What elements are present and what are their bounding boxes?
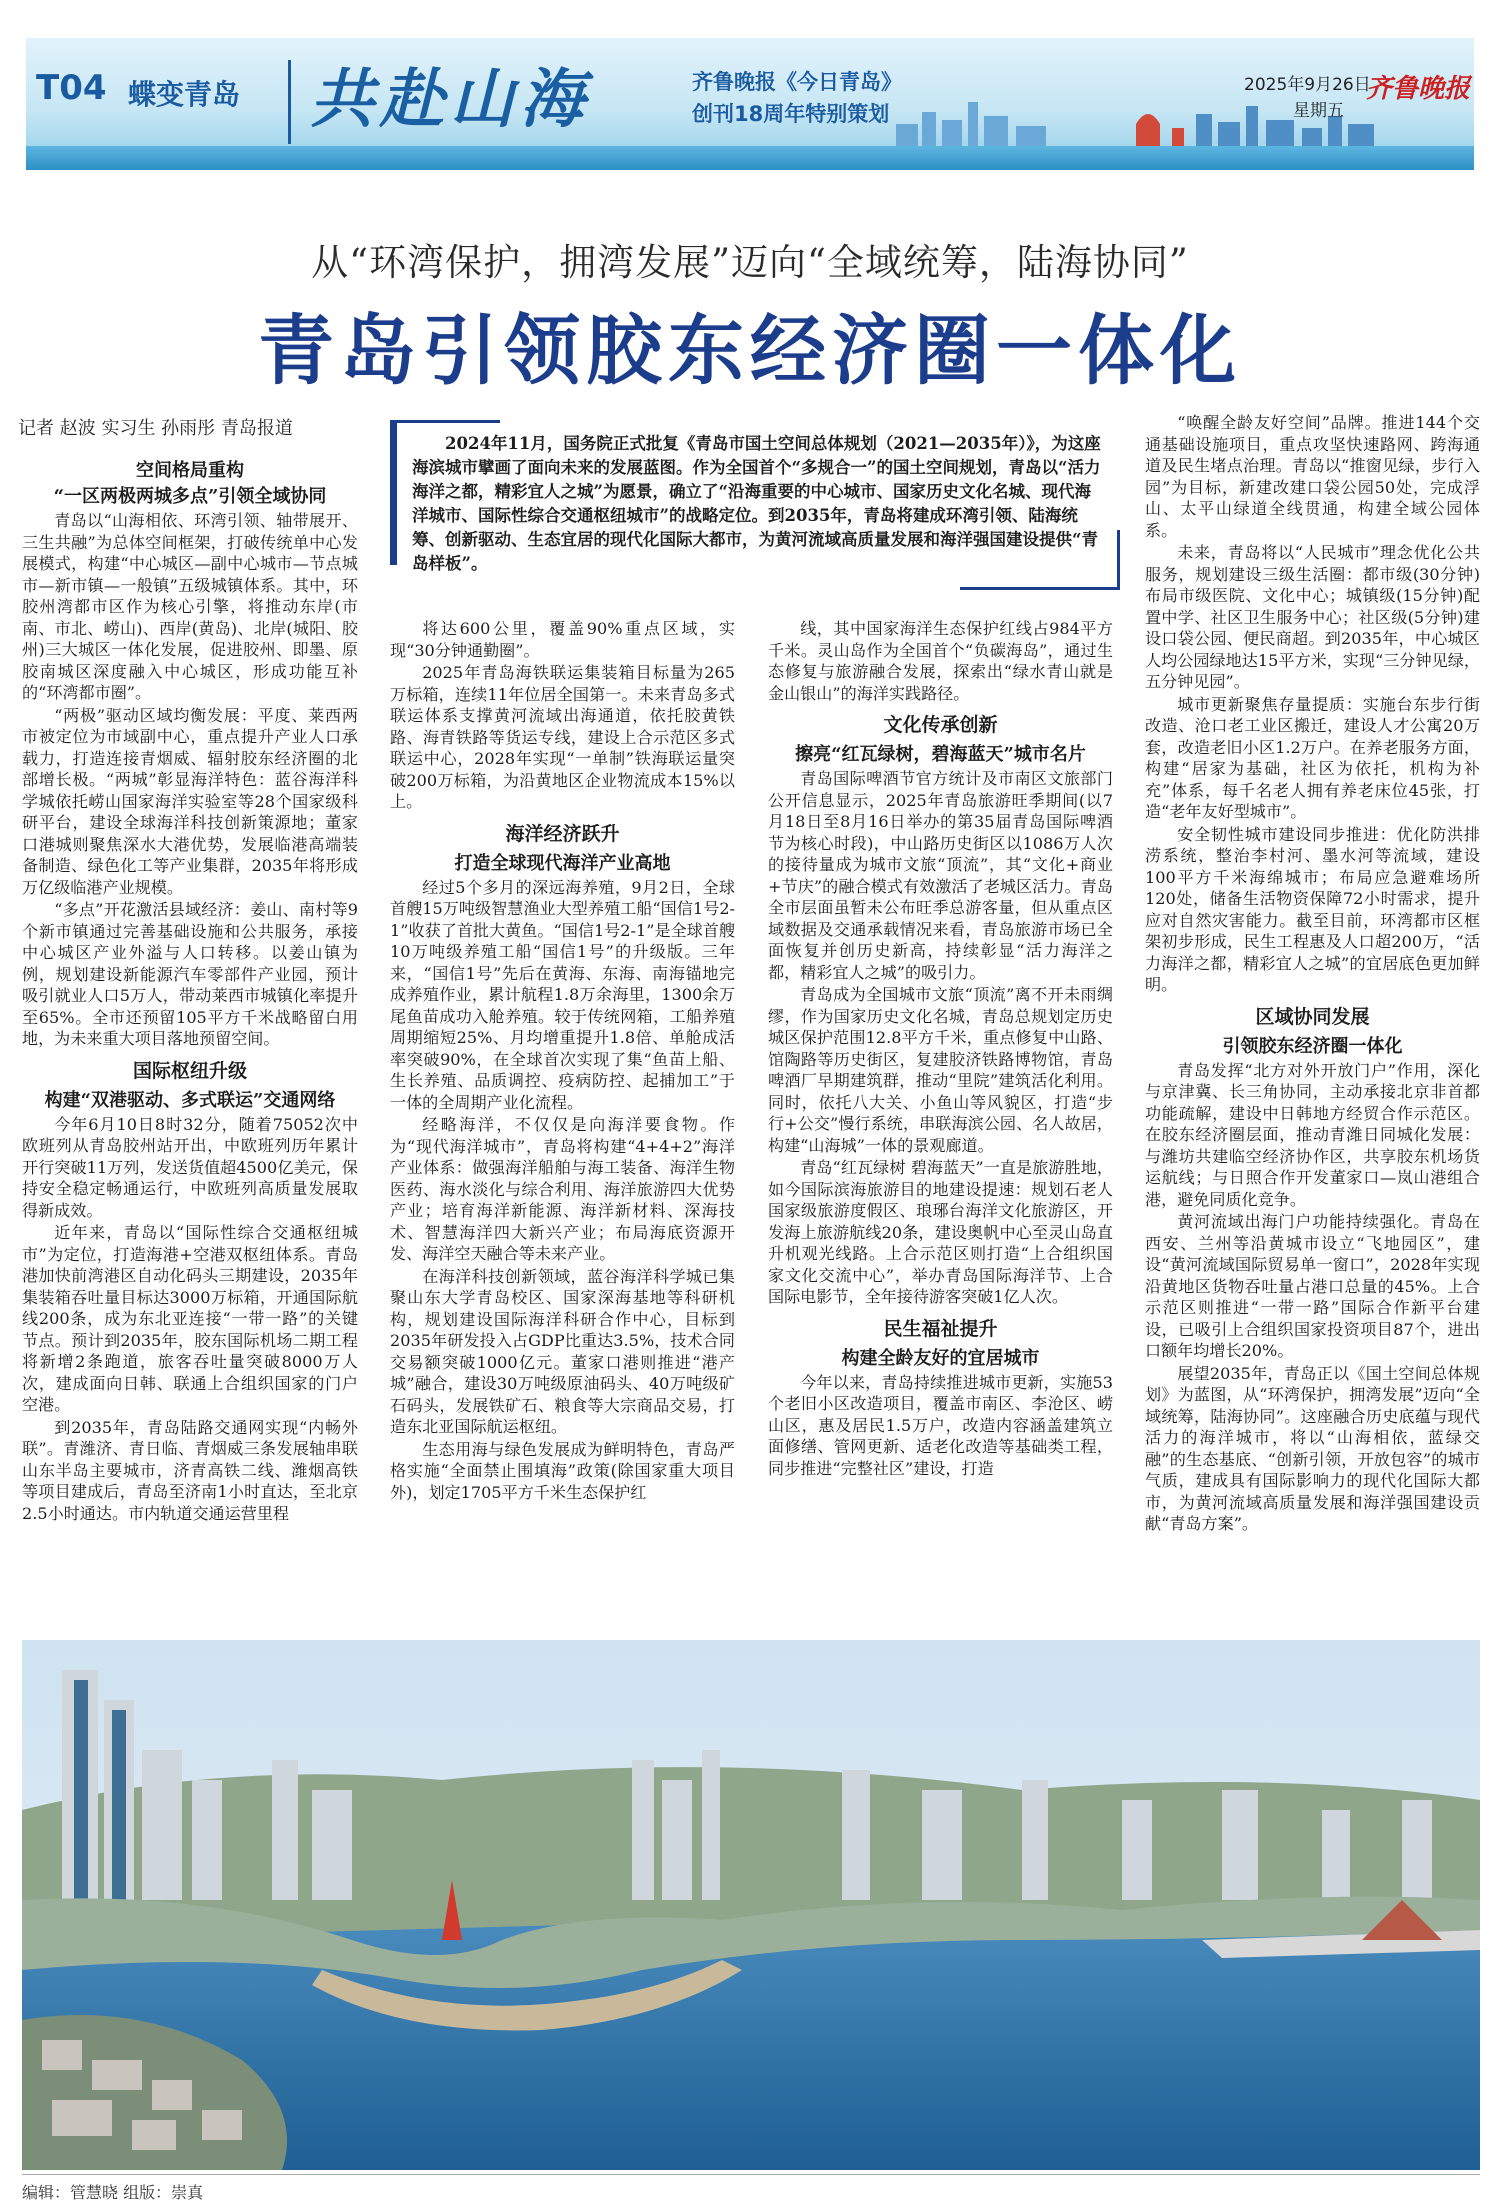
issue-date: 2025年9月26日: [1244, 75, 1371, 95]
page-number: T04: [36, 68, 107, 108]
section-heading: 海洋经济跃升: [505, 822, 620, 845]
article-column-4: [1145, 412, 1480, 1630]
paragraph: 将达600公里，覆盖90%重点区域，实现“30分钟通勤圈”。: [390, 619, 735, 660]
paragraph: 青岛以“山海相依、环湾引领、轴带展开、三生共融”为总体空间框架，打破传统单中心发展模式，构建“中心城区—副中心城市—节点城市—新市镇—一般镇”五级城镇体系。其中，环胶州湾都市区作为核心引擎，将推动东岸(市南、市北、崂山)、西岸(黄岛)、北岸(城阳、胶州)三大城区一体化发展，促进胶州、即墨、原胶南城区深度融入中心城区，形成功能互补的“环湾都市圈”。: [22, 511, 358, 702]
section-subheading: 擦亮“红瓦绿树，碧海蓝天”城市名片: [795, 744, 1086, 765]
section-subheading: 构建“双港驱动、多式联运”交通网络: [44, 1089, 336, 1111]
section-subheading: 打造全球现代海洋产业高地: [454, 852, 671, 874]
intro-box-topline: [390, 420, 500, 423]
bay-photo-illustration: [22, 1640, 1480, 2170]
section-subheading: 引领胶东经济圈一体化: [1222, 1035, 1403, 1057]
paragraph: 2025年青岛海铁联运集装箱目标量为265万标箱，连续11年位居全国第一。未来青岛多式联运体系支撑黄河流域出海通道，依托胶黄铁路、海青铁路等货运专线，建设上合示范区多式联运中心，2028年实现“一单制”铁海联运量突破200万标箱，为沿黄地区企业物流成本15%以上。: [390, 663, 735, 811]
paragraph: 经略海洋，不仅仅是向海洋要食物。作为“现代海洋城市”，青岛将构建“4+4+2”海洋产业体系：做强海洋船舶与海工装备、海洋生物医药、海水淡化与综合利用、海洋旅游四大优势产业；培育海洋新能源、海洋新材料、深海技术、智慧海洋四大新兴产业；布局海底资源开发、海洋空天融合等未来产业。: [390, 1115, 735, 1263]
newspaper-logo: 齐鲁晚报: [1366, 74, 1471, 104]
section-name: 蝶变青岛: [128, 78, 241, 111]
paragraph: 安全韧性城市建设同步推进：优化防洪排涝系统，整治李村河、墨水河等流域，建设100平方千米海绵城市；布局应急避难场所120处，储备生活物资保障72小时需求，提升应对自然灾害能力。截至目前，环湾都市区框架初步形成，民生工程惠及人口超200万，“活力海洋之都，精彩宜人之城”的宜居底色更加鲜明。: [1145, 824, 1480, 994]
section-subheading: “一区两极两城多点”引领全域协同: [53, 486, 327, 507]
paragraph: 青岛发挥“北方对外开放门户”作用，深化与京津冀、长三角协同，主动承接北京非首都功能疏解，建设中日韩地方经贸合作示范区。在胶东经济圈层面，推动青潍日同城化发展：与潍坊共建临空经济协作区，共享胶东机场货运航线；与日照合作开发董家口—岚山港组合港，避免同质化竞争。: [1145, 1060, 1480, 1209]
article-column-2: [390, 618, 735, 1630]
paragraph: 未来，青岛将以“人民城市”理念优化公共服务，规划建设三级生活圈：都市级(30分钟)布局市级医院、文化中心；城镇级(15分钟)配置中学、社区卫生服务中心；社区级(5分钟)建设口袋公园、便民商超。到2035年，中心城区人均公园绿地达15平方米，实现“三分钟见绿，五分钟见园”。: [1145, 543, 1480, 691]
article-column-3: [768, 618, 1113, 1630]
anniversary-slogan: 创刊18周年特别策划: [692, 102, 890, 126]
section-heading: 国际枢纽升级: [132, 1059, 247, 1082]
paragraph: 到2035年，青岛陆路交通网实现“内畅外联”。青潍济、青日临、青烟威三条发展轴串联山东半岛主要城市，济青高铁二线、潍烟高铁等项目建成后，青岛至济南1小时直达，至北京2.5小时通达。市内轨道交通运营里程: [22, 1417, 358, 1523]
intro-box: [390, 420, 1120, 590]
paragraph: 线，其中国家海洋生态保护红线占984平方千米。灵山岛作为全国首个“负碳海岛”，通过生态修复与旅游融合发展，探索出“绿水青山就是金山银山”的海洋实践路径。: [768, 619, 1113, 703]
paragraph: 青岛“红瓦绿树 碧海蓝天”一直是旅游胜地，如今国际滨海旅游目的地建设提速：规划石老人国家级旅游度假区、琅琊台海洋文化旅游区，开发海上旅游航线20条，建设奥帆中心至灵山岛直升机观光线路。上合示范区则打造“上合组织国家文化交流中心”，举办青岛国际海洋节、上合国际电影节，全年接待游客突破1亿人次。: [768, 1158, 1113, 1306]
intro-text: 2024年11月，国务院正式批复《青岛市国土空间总体规划（2021—2035年）》，为这座海滨城市擘画了面向未来的发展蓝图。作为全国首个“多规合一”的国土空间规划，青岛以“活力海洋之都，精彩宜人之城”为愿景，确立了“沿海重要的中心城市、国家历史文化名城、现代海洋城市、国际性综合交通枢纽城市”的战略定位。到2035年，青岛将建成环湾引领、陆海统筹、创新驱动、生态宜居的现代化国际大都市，为黄河流域高质量发展和海洋强国建设提供“青岛样板”。: [412, 434, 1101, 573]
article-byline: 记者 赵波 实习生 孙雨彤 青岛报道: [18, 418, 293, 439]
paragraph: 近年来，青岛以“国际性综合交通枢纽城市”为定位，打造海港+空港双枢纽体系。青岛港加快前湾港区自动化码头三期建设，2035年集装箱吞吐量目标达3000万标箱，开通国际航线200条，成为东北亚连接“一带一路”的关键节点。预计到2035年，胶东国际机场二期工程将新增2条跑道，旅客吞吐量突破8000万人次，建成面向日韩、联通上合组织国家的门户空港。: [22, 1223, 358, 1414]
calligraphy-title: 共赴山海: [310, 62, 590, 137]
header-banner: [26, 38, 1474, 170]
editor-credits: 编辑：管慧晓 组版：崇真: [22, 2183, 204, 2202]
paragraph: “多点”开花激活县域经济：姜山、南村等9个新市镇通过完善基础设施和公共服务，承接中心城区产业外溢与人口转移。以姜山镇为例，规划建设新能源汽车零部件产业园，预计吸引就业人口5万人，带动莱西市城镇化率提升至65%。全市还预留105平方千米战略留白用地，为未来重大项目落地预留空间。: [22, 900, 358, 1048]
issue-weekday: 星期五: [1293, 101, 1344, 121]
paragraph: 生态用海与绿色发展成为鲜明特色，青岛严格实施“全面禁止围填海”政策(除国家重大项目外)，划定1705平方千米生态保护红: [390, 1439, 735, 1502]
paragraph: 经过5个多月的深远海养殖，9月2日，全球首艘15万吨级智慧渔业大型养殖工船“国信1号2-1”收获了首批大黄鱼。“国信1号2-1”是全球首艘10万吨级养殖工船“国信1号”的升级版。三年来，“国信1号”先后在黄海、东海、南海锚地完成养殖作业，累计航程1.8万余海里，1300余万尾鱼苗成功入舱养殖。较于传统网箱，工船养殖周期缩短25%、月均增重提升1.8倍、单舱成活率突破90%，在全球首次实现了集“鱼苗上船、生长养殖、品质调控、疫病防控、起捕加工”于一体的全周期产业化流程。: [390, 877, 735, 1112]
article-column-1: [22, 458, 358, 1630]
paragraph: “唤醒全龄友好空间”品牌。推进144个交通基础设施项目，重点攻坚快速路网、跨海通道及民生堵点治理。青岛以“推窗见绿，步行入园”为目标，新建改建口袋公园50处，完成浮山、太平山绿道全线贯通，构建全域公园体系。: [1145, 413, 1480, 540]
section-heading: 区域协同发展: [1255, 1005, 1370, 1028]
paragraph: 黄河流域出海门户功能持续强化。青岛在西安、兰州等沿黄城市设立“飞地园区”，建设“黄河流域国际贸易单一窗口”，2028年实现沿黄地区货物吞吐量占港口总量的45%。上合示范区则推进“一带一路”国际合作新平台建设，已吸引上合组织国家投资项目87个，进出口额年均增长20%。: [1145, 1212, 1480, 1360]
header-divider: [288, 60, 291, 144]
paragraph: 今年6月10日8时32分，随着75052次中欧班列从青岛胶州站开出，中欧班列历年累计开行突破11万列，发送货值超4500亿美元，保持安全稳定畅通运行，中欧班列高质量发展取得新成效。: [22, 1114, 358, 1220]
section-heading: 空间格局重构: [136, 460, 244, 481]
paragraph: 青岛国际啤酒节官方统计及市南区文旅部门公开信息显示，2025年青岛旅游旺季期间(以7月18日至8月16日举办的第35届青岛国际啤酒节为核心时段)，中山路历史街区以1086万人次的接待量成为城市文旅“顶流”，其“文化+商业+节庆”的融合模式有效激活了老城区活力。青岛全市层面虽暂未公布旺季总游客量，但从重点区域数据及交通承载情况来看，青岛旅游市场已全面恢复并创历史新高，持续彰显“活力海洋之都，精彩宜人之城”的吸引力。: [768, 769, 1113, 982]
section-heading: 文化传承创新: [883, 714, 998, 736]
paragraph: 青岛成为全国城市文旅“顶流”离不开未雨绸缪，作为国家历史文化名城，青岛总规划定历史城区保护范围12.8平方千米，重点修复中山路、馆陶路等历史街区，复建胶济铁路博物馆，青岛啤酒厂早期建筑群，推动“里院”建筑活化利用。同时，依托八大关、小鱼山等风貌区，打造“步行+公交”慢行系统，串联海滨公园、名人故居，构建“山海城”一体的景观廊道。: [768, 985, 1113, 1155]
section-heading: 民生福祉提升: [883, 1317, 998, 1340]
qingdao-bay-aerial-photo: [22, 1640, 1480, 2170]
section-subheading: 构建全龄友好的宜居城市: [841, 1347, 1040, 1369]
article-subheadline: 从“环湾保护，拥湾发展”迈向“全域统筹，陆海协同”: [311, 241, 1189, 284]
paragraph: 在海洋科技创新领域，蓝谷海洋科学城已集聚山东大学青岛校区、国家深海基地等科研机构，规划建设国际海洋科研合作中心，目标到2035年研发投入占GDP比重达3.5%，技术合同交易额突破1000亿元。董家口港则推进“港产城”融合，建设30万吨级原油码头、40万吨级矿石码头，发展铁矿石、粮食等大宗商品交易，打造东北亚国际航运枢纽。: [390, 1266, 735, 1436]
intro-box-bottomline: [960, 587, 1120, 590]
article-headline: 青岛引领胶东经济圈一体化: [258, 306, 1242, 395]
paragraph: “两极”驱动区域均衡发展：平度、莱西两市被定位为市域副中心，重点提升产业人口承载力，打造连接青烟威、辐射胶东经济圈的北部增长极。“两城”彰显海洋特色：蓝谷海洋科学城依托崂山国家海洋实验室等28个国家级科研平台，建设全球海洋科技创新策源地；董家口港城则聚焦深水大港优势，发展临港高端装备制造、绿色化工等产业集群，2035年将形成万亿级临港产业规模。: [22, 705, 358, 897]
paragraph: 今年以来，青岛持续推进城市更新，实施53个老旧小区改造项目，覆盖市南区、李沧区、崂山区，惠及居民1.5万户，改造内容涵盖建筑立面修缮、管网更新、适老化改造等基础类工程，同步推进“完整社区”建设，打造: [768, 1372, 1113, 1478]
footer-divider: [22, 2174, 1480, 2175]
newspaper-slogan: 齐鲁晚报《今日青岛》: [692, 70, 902, 94]
paragraph: 城市更新聚焦存量提质：实施台东步行街改造、沧口老工业区搬迁，建设人才公寓20万套，改造老旧小区1.2万户。在养老服务方面，构建“居家为基础，社区为依托，机构为补充”体系，每千名老人拥有养老床位45张，打造“老年友好型城市”。: [1145, 694, 1480, 821]
intro-box-rightbar: [1117, 530, 1120, 590]
paragraph: 展望2035年，青岛正以《国土空间总体规划》为蓝图，从“环湾保护，拥湾发展”迈向“全域统筹，陆海协同”。这座融合历史底蕴与现代活力的海洋城市，将以“山海相依，蓝绿交融”的生态基底、“创新引领，开放包容”的城市气质，建成具有国际影响力的现代化国际大都市，为黄河流域高质量发展和海洋强国建设贡献“青岛方案”。: [1145, 1363, 1480, 1533]
header-wave-band: [26, 146, 1474, 170]
intro-box-bar: [390, 420, 397, 565]
